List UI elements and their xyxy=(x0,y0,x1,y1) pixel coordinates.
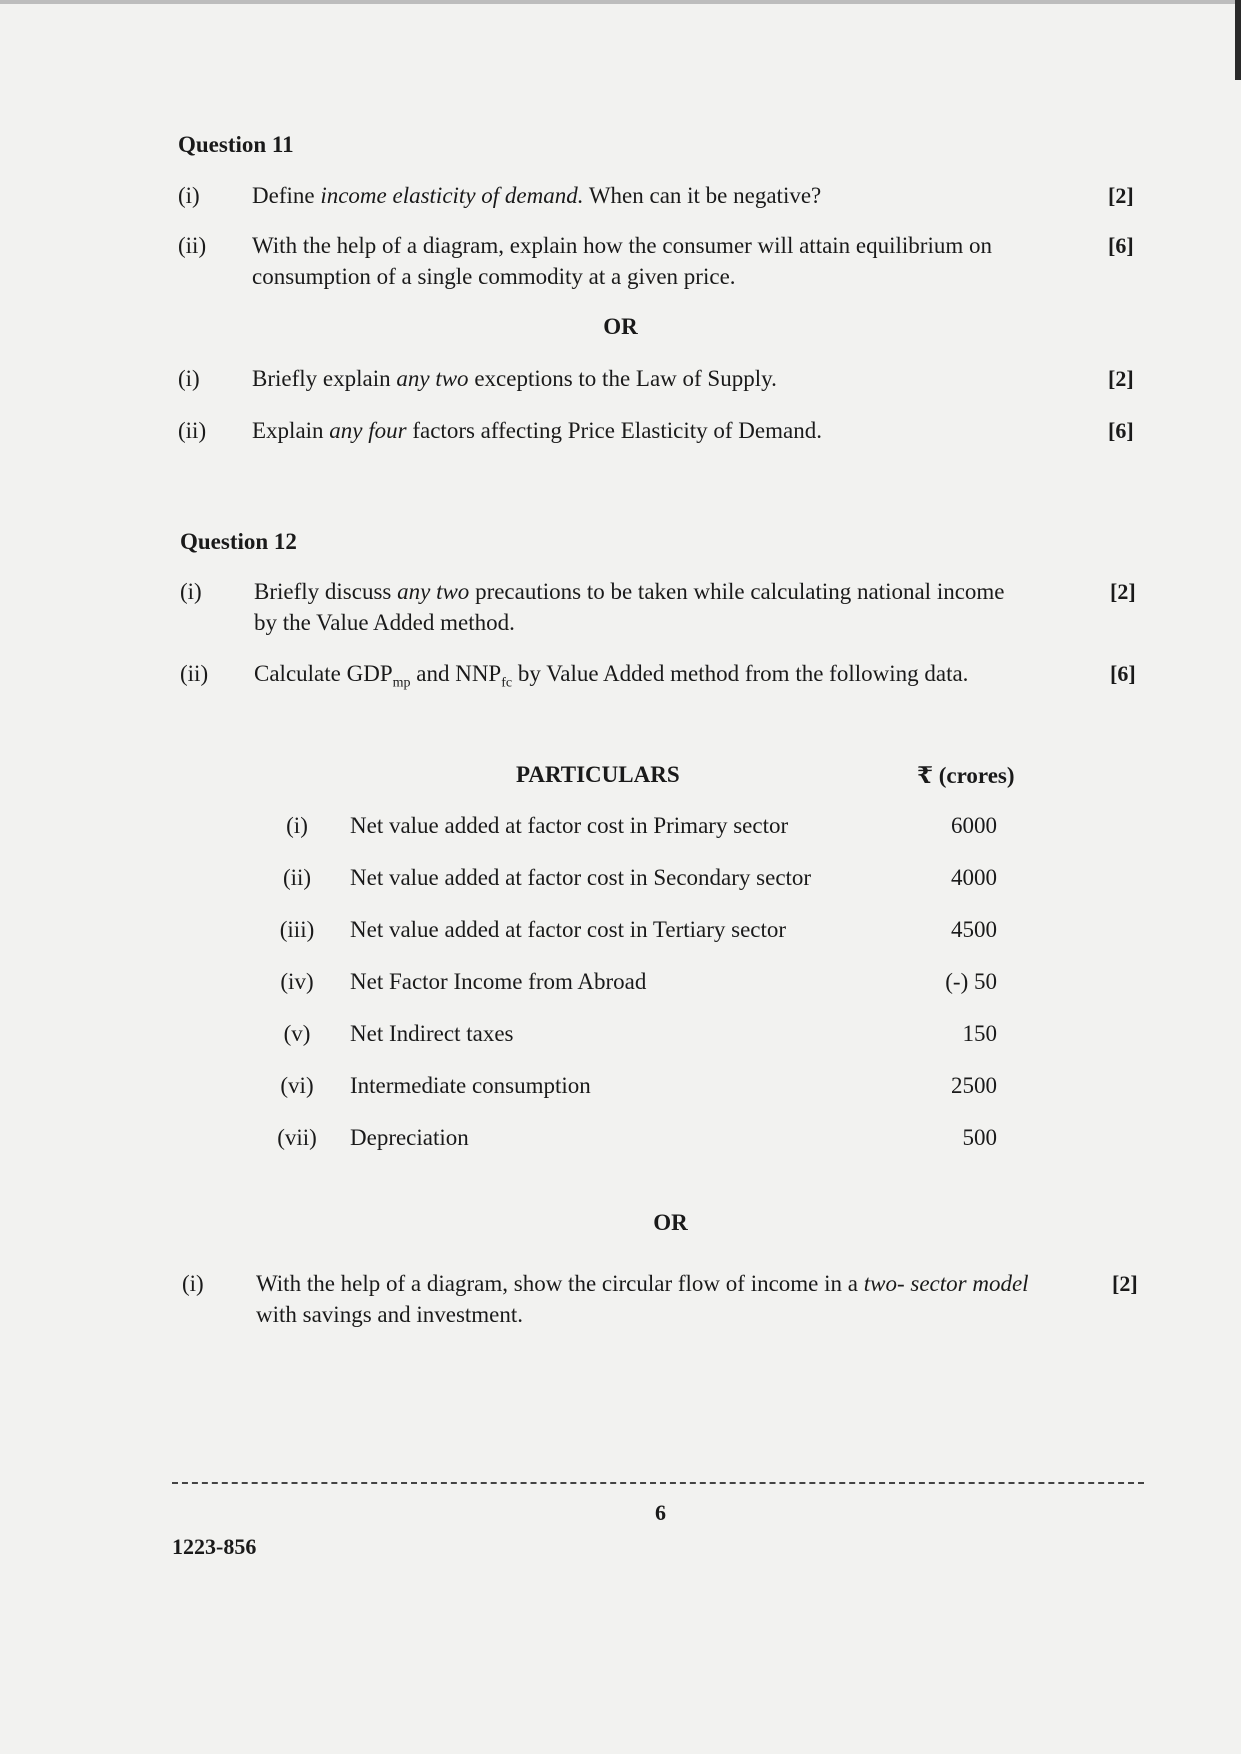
table-row-number: (v) xyxy=(283,1021,311,1046)
table-row xyxy=(0,917,1241,948)
table-row-label: Net value added at factor cost in Tertiary sector xyxy=(350,917,787,942)
table-header-particulars: PARTICULARS xyxy=(516,762,680,787)
q11-ii-marks: [6] xyxy=(1108,233,1134,258)
q11-ii-line2: consumption of a single commodity at a given price. xyxy=(252,264,736,289)
q11-alt-i-text-em: any two xyxy=(396,366,469,391)
table-row xyxy=(0,813,1241,844)
q11-alt-ii-text-b: factors affecting Price Elasticity of Demand. xyxy=(406,418,822,443)
table-header-value: ₹ (crores) xyxy=(917,763,1015,788)
table-row-number: (vi) xyxy=(280,1073,314,1098)
table-row-value: 6000 xyxy=(951,813,997,838)
q11-alt-ii-marks: [6] xyxy=(1108,418,1134,443)
table-row-value: (-) 50 xyxy=(945,969,997,994)
table-row-label: Depreciation xyxy=(350,1125,469,1150)
table-row-label: Net value added at factor cost in Secondary sector xyxy=(350,865,812,890)
table-row-number: (iv) xyxy=(280,969,314,994)
q11-i-text-em: income elasticity of demand. xyxy=(320,183,584,208)
paper-code: 1223-856 xyxy=(172,1534,257,1559)
q12-ii-number: (ii) xyxy=(180,661,209,686)
q11-alt-ii-text-em: any four xyxy=(329,418,407,443)
q12-i-line1 xyxy=(254,576,1005,607)
q11-or: OR xyxy=(603,314,638,339)
q12-ii-sub-mp: mp xyxy=(392,675,411,691)
table-row-number: (ii) xyxy=(282,865,312,890)
q12-i-marks: [2] xyxy=(1110,579,1136,604)
table-row-value: 4500 xyxy=(951,917,997,942)
q11-alt-ii-number: (ii) xyxy=(178,418,207,443)
q12-alt-i-line2: with savings and investment. xyxy=(256,1302,524,1327)
q11-alt-i-text-b: exceptions to the Law of Supply. xyxy=(468,366,777,391)
scan-edge xyxy=(1235,0,1241,80)
footer-dashed-divider xyxy=(172,1482,1144,1484)
q11-alt-i-text-a: Briefly explain xyxy=(252,366,397,391)
table-row xyxy=(0,865,1241,896)
table-row-number: (vii) xyxy=(277,1125,317,1150)
q11-alt-ii-text xyxy=(252,415,822,446)
table-row-value: 2500 xyxy=(951,1073,997,1098)
q12-alt-i-line1-a: With the help of a diagram, show the circular flow of income in a xyxy=(256,1271,864,1296)
question-12-title: Question 12 xyxy=(180,529,297,554)
table-row-label: Net Factor Income from Abroad xyxy=(350,969,647,994)
q12-or: OR xyxy=(653,1210,688,1235)
table-row-label: Net value added at factor cost in Primary sector xyxy=(350,813,789,838)
table-row-number: (iii) xyxy=(279,917,315,942)
q11-i-number: (i) xyxy=(178,183,200,208)
page-number: 6 xyxy=(655,1500,666,1525)
q11-alt-i-text xyxy=(252,363,777,394)
q12-ii-text xyxy=(254,658,968,699)
q12-i-number: (i) xyxy=(180,579,202,604)
top-border xyxy=(0,0,1241,4)
table-row-label: Net Indirect taxes xyxy=(350,1021,514,1046)
table-row-value: 150 xyxy=(962,1021,997,1046)
table-row-value: 500 xyxy=(962,1125,997,1150)
q11-i-text-a: Define xyxy=(252,183,321,208)
q12-i-line1-em: any two xyxy=(397,579,470,604)
q12-i-line1-b: precautions to be taken while calculating national income xyxy=(469,579,1005,604)
table-row-number: (i) xyxy=(286,813,308,838)
question-11-title: Question 11 xyxy=(178,132,294,157)
q11-alt-ii-text-a: Explain xyxy=(252,418,330,443)
table-row-label: Intermediate consumption xyxy=(350,1073,591,1098)
q11-i-marks: [2] xyxy=(1108,183,1134,208)
q12-ii-marks: [6] xyxy=(1110,661,1136,686)
q12-i-line2: by the Value Added method. xyxy=(254,610,515,635)
table-row xyxy=(0,1073,1241,1104)
q12-ii-t1: Calculate GDP xyxy=(254,661,393,686)
q12-alt-i-marks: [2] xyxy=(1112,1271,1138,1296)
q12-ii-t3: by Value Added method from the following data. xyxy=(512,661,969,686)
q12-i-line1-a: Briefly discuss xyxy=(254,579,398,604)
q11-ii-number: (ii) xyxy=(178,233,207,258)
q11-i-text-b: When can it be negative? xyxy=(583,183,822,208)
q12-ii-sub-fc: fc xyxy=(501,675,513,691)
table-row xyxy=(0,1125,1241,1156)
table-row-value: 4000 xyxy=(951,865,997,890)
q12-alt-i-number: (i) xyxy=(182,1271,204,1296)
q12-ii-t2: and NNP xyxy=(410,661,502,686)
q11-alt-i-marks: [2] xyxy=(1108,366,1134,391)
q11-ii-line1: With the help of a diagram, explain how the consumer will attain equilibrium on xyxy=(252,233,992,258)
q12-alt-i-line1-em: two- sector model xyxy=(863,1271,1029,1296)
q11-alt-i-number: (i) xyxy=(178,366,200,391)
q12-alt-i-line1 xyxy=(256,1268,1029,1299)
table-row xyxy=(0,969,1241,1000)
table-row xyxy=(0,1021,1241,1052)
q11-i-text xyxy=(252,180,821,211)
